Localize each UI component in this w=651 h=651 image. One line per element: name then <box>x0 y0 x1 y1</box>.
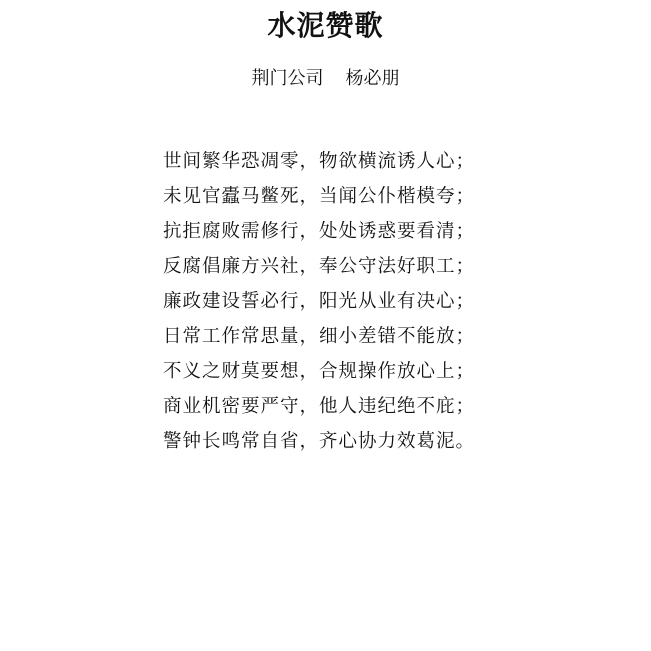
company-name: 荆门公司 <box>251 68 324 89</box>
poem-line: 商业机密要严守，他人违纪绝不庇； <box>163 396 476 417</box>
byline <box>0 66 651 92</box>
poem-line: 廉政建设誓必行，阳光从业有决心； <box>163 291 476 312</box>
poem-line: 警钟长鸣常自省，齐心协力效葛泥。 <box>163 431 476 452</box>
poem-line: 不义之财莫要想，合规操作放心上； <box>163 361 476 382</box>
poem-title: 水泥赞歌 <box>267 9 384 42</box>
poem-body <box>163 148 523 463</box>
poem-line: 反腐倡廉方兴社，奉公守法好职工； <box>163 256 476 277</box>
poem-line: 世间繁华恐凋零，物欲横流诱人心； <box>163 151 476 172</box>
author-name: 杨必朋 <box>345 68 400 89</box>
poem-line: 抗拒腐败需修行，处处诱惑要看清； <box>163 221 476 242</box>
poem-line: 日常工作常思量，细小差错不能放； <box>163 326 476 347</box>
poem-line: 未见官蠹马鳖死，当闻公仆楷模夸； <box>163 186 476 207</box>
